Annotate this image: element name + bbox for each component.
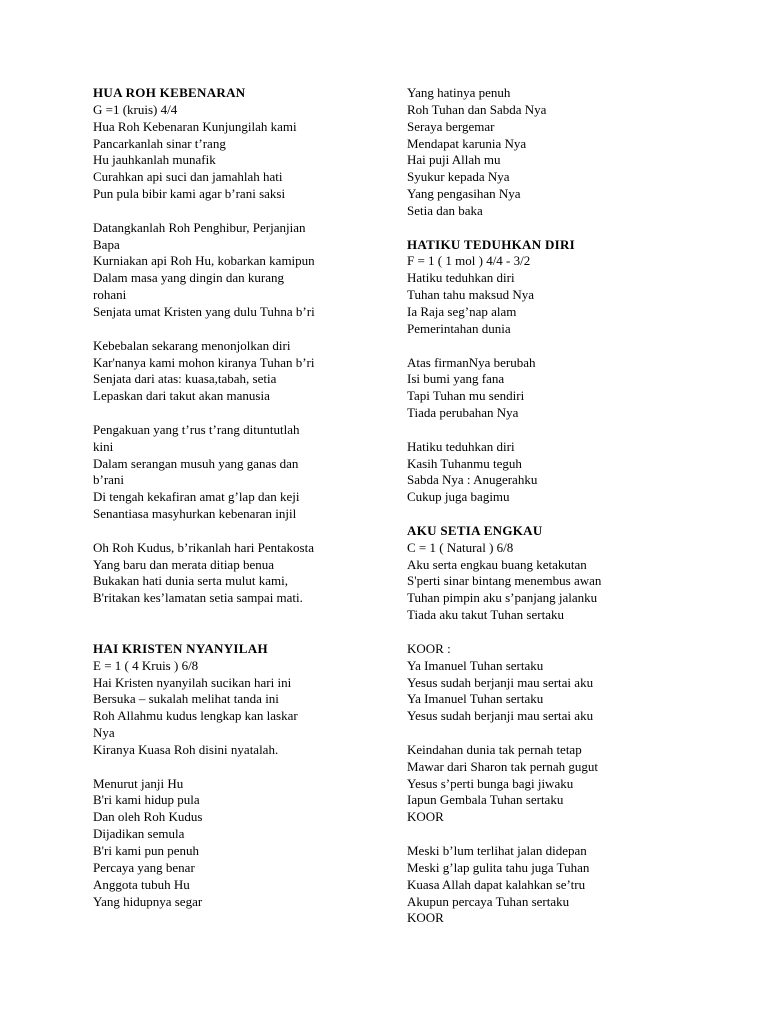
song-key: C = 1 ( Natural ) 6/8	[407, 539, 514, 555]
lyric-line: Hatiku teduhkan diri	[407, 438, 515, 454]
lyric-line: B'ritakan kes’lamatan setia sampai mati.	[93, 590, 303, 606]
lyric-line: Aku serta engkau buang ketakutan	[407, 556, 587, 572]
lyric-line: Pemerintahan dunia	[407, 320, 511, 336]
lyric-line: Lepaskan dari takut akan manusia	[93, 388, 270, 404]
song-key: G =1 (kruis) 4/4	[93, 101, 178, 117]
lyric-line: Hua Roh Kebenaran Kunjungilah kami	[93, 118, 297, 134]
lyric-line: B'ri kami hidup pula	[93, 792, 200, 808]
lyric-line: Oh Roh Kudus, b’rikanlah hari Pentakosta	[93, 539, 314, 555]
lyric-line: Pun pula bibir kami agar b’rani saksi	[93, 186, 286, 202]
lyric-line: Kar'nanya kami mohon kiranya Tuhan b’ri	[93, 354, 315, 370]
lyric-line: Pancarkanlah sinar t’rang	[93, 135, 226, 151]
lyric-line: Hai puji Allah mu	[407, 152, 501, 168]
lyric-line: Roh Allahmu kudus lengkap kan laskar	[93, 708, 298, 724]
lyric-line: Ya Imanuel Tuhan sertaku	[407, 691, 544, 707]
right-column	[407, 85, 682, 927]
song-hatiku-teduhkan-diri	[407, 237, 682, 507]
lyric-line: Cukup juga bagimu	[407, 489, 510, 505]
lyric-line: Kebebalan sekarang menonjolkan diri	[93, 337, 291, 353]
lyric-line: Kurniakan api Roh Hu, kobarkan kamipun	[93, 253, 315, 269]
lyric-line: Curahkan api suci dan jamahlah hati	[93, 169, 283, 185]
lyric-line: kini	[93, 438, 114, 454]
lyric-line: Dan oleh Roh Kudus	[93, 809, 203, 825]
left-column	[93, 85, 365, 910]
lyric-line: Anggota tubuh Hu	[93, 876, 190, 892]
song-aku-setia-engkau	[407, 523, 682, 927]
lyric-line: Kasih Tuhanmu teguh	[407, 455, 522, 471]
lyric-line: Yesus s’perti bunga bagi jiwaku	[407, 775, 574, 791]
song-title: HUA ROH KEBENARAN	[93, 85, 246, 100]
lyric-line: Yang hatinya penuh	[407, 85, 511, 100]
song-title: HAI KRISTEN NYANYILAH	[93, 640, 268, 656]
lyric-line: Bapa	[93, 236, 120, 252]
lyric-line: Atas firmanNya berubah	[407, 354, 536, 370]
lyric-line: rohani	[93, 287, 127, 303]
song-key: F = 1 ( 1 mol ) 4/4 - 3/2	[407, 253, 531, 269]
lyric-line: Syukur kepada Nya	[407, 169, 510, 185]
lyric-line: Tuhan tahu maksud Nya	[407, 287, 534, 303]
lyric-line: b’rani	[93, 472, 125, 488]
lyric-line: Yang pengasihan Nya	[407, 186, 521, 202]
lyric-line: Dijadikan semula	[93, 826, 185, 842]
lyric-line: Meski g’lap gulita tahu juga Tuhan	[407, 859, 590, 875]
lyric-line: Percaya yang benar	[93, 859, 195, 875]
lyric-line: Dalam masa yang dingin dan kurang	[93, 270, 284, 286]
lyric-line: Akupun percaya Tuhan sertaku	[407, 893, 570, 909]
chorus-ref: KOOR	[407, 809, 444, 825]
lyric-line: Yang hidupnya segar	[93, 893, 203, 909]
lyric-line: Roh Tuhan dan Sabda Nya	[407, 101, 547, 117]
lyric-line: Tuhan pimpin aku s’panjang jalanku	[407, 590, 598, 606]
song-key: E = 1 ( 4 Kruis ) 6/8	[93, 657, 199, 673]
lyric-line: Sabda Nya : Anugerahku	[407, 472, 538, 488]
song-title: AKU SETIA ENGKAU	[407, 522, 543, 538]
lyric-line: Datangkanlah Roh Penghibur, Perjanjian	[93, 219, 306, 235]
song-hai-kristen-continued	[407, 85, 682, 220]
lyric-line: B'ri kami pun penuh	[93, 842, 199, 858]
lyric-line: S'perti sinar bintang menembus awan	[407, 573, 602, 589]
lyric-line: Hai Kristen nyanyilah sucikan hari ini	[93, 674, 292, 690]
lyric-line: Tiada aku takut Tuhan sertaku	[407, 607, 564, 623]
lyric-line: Tapi Tuhan mu sendiri	[407, 388, 525, 404]
lyric-line: Bersuka – sukalah melihat tanda ini	[93, 691, 279, 707]
lyric-line: Meski b’lum terlihat jalan didepan	[407, 842, 587, 858]
chorus-label: KOOR :	[407, 640, 451, 656]
lyric-line: Ia Raja seg’nap alam	[407, 303, 517, 319]
lyric-line: Tiada perubahan Nya	[407, 405, 519, 421]
lyric-line: Dalam serangan musuh yang ganas dan	[93, 455, 299, 471]
song-hua-roh-kebenaran	[93, 85, 365, 607]
lyric-line: Senantiasa masyhurkan kebenaran injil	[93, 506, 297, 522]
lyric-line: Pengakuan yang t’rus t’rang dituntutlah	[93, 421, 300, 437]
lyric-line: Yang baru dan merata ditiap benua	[93, 556, 274, 572]
lyric-line: Setia dan baka	[407, 202, 483, 218]
lyric-line: Mendapat karunia Nya	[407, 135, 527, 151]
lyric-line: Mawar dari Sharon tak pernah gugut	[407, 758, 598, 774]
song-title: HATIKU TEDUHKAN DIRI	[407, 236, 576, 252]
lyric-line: Menurut janji Hu	[93, 775, 184, 791]
lyric-line: Iapun Gembala Tuhan sertaku	[407, 792, 564, 808]
lyric-line: Nya	[93, 725, 115, 741]
lyric-line: Hatiku teduhkan diri	[407, 270, 515, 286]
lyric-line: Ya Imanuel Tuhan sertaku	[407, 657, 544, 673]
chorus-ref: KOOR	[407, 910, 444, 926]
lyric-line: Keindahan dunia tak pernah tetap	[407, 741, 582, 757]
lyric-line: Yesus sudah berjanji mau sertai aku	[407, 674, 594, 690]
lyric-line: Bukakan hati dunia serta mulut kami,	[93, 573, 288, 589]
lyric-line: Isi bumi yang fana	[407, 371, 505, 387]
lyric-line: Di tengah kekafiran amat g’lap dan keji	[93, 489, 300, 505]
lyric-line: Kuasa Allah dapat kalahkan se’tru	[407, 876, 586, 892]
lyric-line: Kiranya Kuasa Roh disini nyatalah.	[93, 741, 279, 757]
song-hai-kristen-nyanyilah	[93, 641, 365, 911]
lyric-line: Senjata umat Kristen yang dulu Tuhna b’ri	[93, 303, 315, 319]
lyric-line: Hu jauhkanlah munafik	[93, 152, 216, 168]
lyric-line: Yesus sudah berjanji mau sertai aku	[407, 708, 594, 724]
lyric-line: Seraya bergemar	[407, 118, 495, 134]
lyric-line: Senjata dari atas: kuasa,tabah, setia	[93, 371, 277, 387]
